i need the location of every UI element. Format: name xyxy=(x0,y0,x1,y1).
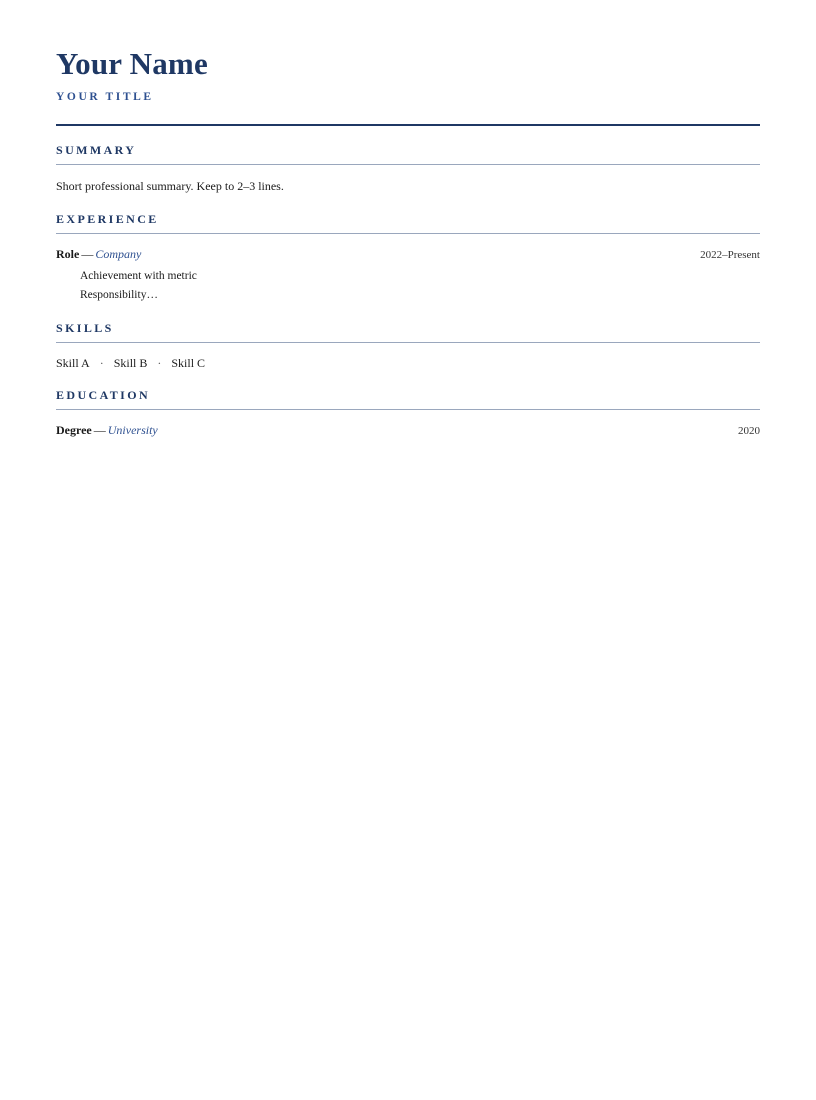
professional-title: YOUR TITLE xyxy=(56,90,154,103)
page-title: Your Name xyxy=(56,46,208,81)
list-item: Achievement with metric xyxy=(80,270,197,283)
section-divider-education xyxy=(56,409,760,410)
skill-item: Skill A xyxy=(56,356,90,371)
education-entry-header xyxy=(56,423,760,438)
experience-company: Company xyxy=(95,247,142,262)
experience-dash: — xyxy=(81,247,94,262)
section-heading-summary: SUMMARY xyxy=(56,142,137,157)
section-divider-skills xyxy=(56,342,760,343)
experience-entry-title xyxy=(56,247,141,262)
section-heading-education: EDUCATION xyxy=(56,388,151,403)
skill-separator: · xyxy=(157,356,162,371)
section-education xyxy=(56,388,760,438)
education-dash: — xyxy=(93,423,106,438)
section-heading-experience: EXPERIENCE xyxy=(56,212,159,227)
section-heading-skills: SKILLS xyxy=(56,321,114,336)
education-date: 2020 xyxy=(738,425,760,438)
experience-entry xyxy=(56,247,760,304)
section-divider-experience xyxy=(56,233,760,234)
section-experience xyxy=(56,212,760,304)
resume-header xyxy=(56,40,760,126)
resume-container xyxy=(56,40,760,438)
education-degree: Degree xyxy=(56,423,92,438)
skill-item: Skill B xyxy=(113,356,148,371)
skill-separator: · xyxy=(99,356,104,371)
experience-entry-header xyxy=(56,247,760,262)
education-university: University xyxy=(107,423,158,438)
experience-role: Role xyxy=(56,247,80,262)
summary-text: Short professional summary. Keep to 2–3 lines. xyxy=(56,178,284,193)
skills-list xyxy=(56,356,760,371)
list-item: Responsibility… xyxy=(80,288,158,301)
header-divider xyxy=(56,124,760,126)
experience-date: 2022–Present xyxy=(700,249,760,262)
education-entry xyxy=(56,423,760,438)
section-summary xyxy=(56,143,760,195)
education-entry-title xyxy=(56,423,158,438)
section-skills xyxy=(56,321,760,371)
skill-item: Skill C xyxy=(171,356,206,371)
experience-bullet-list xyxy=(56,267,760,304)
section-divider-summary xyxy=(56,164,760,165)
